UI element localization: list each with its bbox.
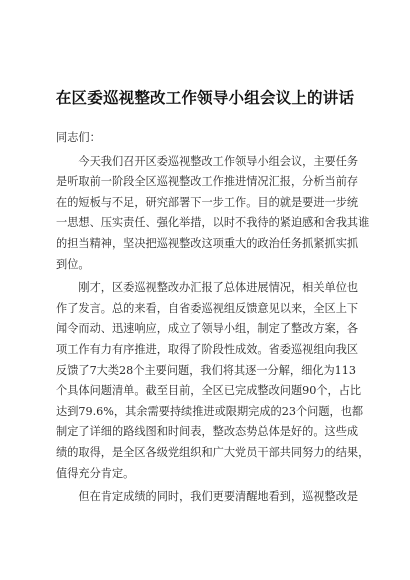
paragraph-line: 项工作有力有序推进，取得了阶段性成效。省委巡视组向我区 xyxy=(56,342,359,356)
greeting: 同志们： xyxy=(56,131,101,144)
paragraph-line: 闻令而动、迅速响应，成立了领导小组，制定了整改方案，各 xyxy=(56,322,359,336)
paragraph-line: 刚才，区委巡视整改办汇报了总体进展情况，相关单位也 xyxy=(78,281,359,295)
document-body xyxy=(56,128,370,511)
paragraph-line: 到位。 xyxy=(56,257,90,271)
paragraph-line: 反馈了7大类28个主要问题，我们将其逐一分解，细化为113 xyxy=(56,363,357,377)
paragraph-line: 制定了详细的路线图和时间表，整改态势总体是好的。这些成 xyxy=(56,425,359,439)
paragraph-line: 一思想、压实责任、强化举措，以时不我待的紧迫感和舍我其谁 xyxy=(56,216,370,230)
paragraph-line: 个具体问题清单。截至目前，全区已完成整改问题90个，占比 xyxy=(56,384,362,398)
paragraph-line: 达到79.6%，其余需要持续推进或限期完成的23个问题，也都 xyxy=(56,404,364,418)
paragraph-line: 作了发言。总的来看，自省委巡视组反馈意见以来，全区上下 xyxy=(56,301,359,315)
paragraph-line: 今天我们召开区委巡视整改工作领导小组会议，主要任务 xyxy=(78,154,359,168)
paragraph-1 xyxy=(56,152,370,276)
paragraph-line: 绩的取得，是全区各级党组织和广大党员干部共同努力的结果， xyxy=(56,445,370,459)
paragraph-3 xyxy=(56,487,370,508)
document-title: 在区委巡视整改工作领导小组会议上的讲话 xyxy=(55,89,355,107)
paragraph-line: 的担当精神，坚决把巡视整改这项重大的政治任务抓紧抓实抓 xyxy=(56,236,359,250)
paragraph-line: 是听取前一阶段全区巡视整改工作推进情况汇报，分析当前存 xyxy=(56,175,359,189)
paragraph-2 xyxy=(56,278,370,484)
paragraph-line: 在的短板与不足，研究部署下一步工作。目的就是要进一步统 xyxy=(56,195,359,209)
paragraph-line: 值得充分肯定。 xyxy=(56,466,135,480)
paragraph-line: 但在肯定成绩的同时，我们更要清醒地看到，巡视整改是 xyxy=(78,490,359,504)
